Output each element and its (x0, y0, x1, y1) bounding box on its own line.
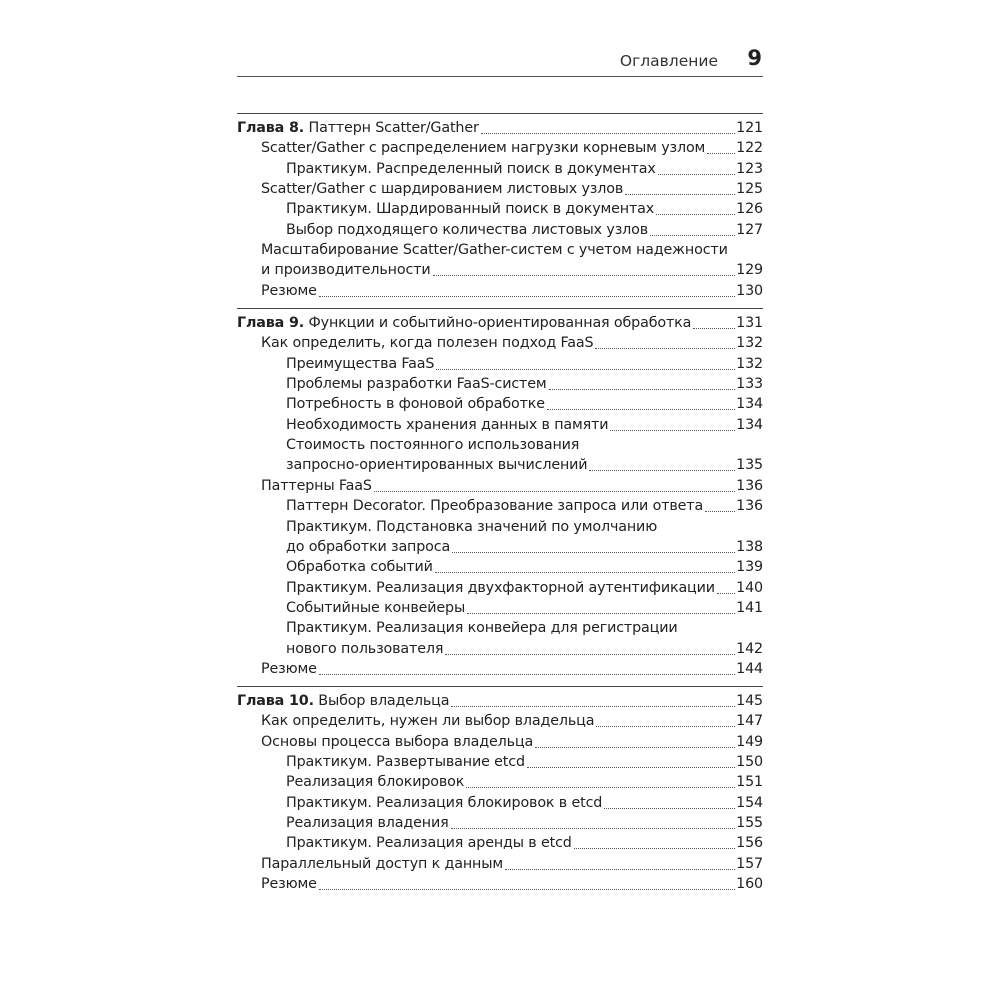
page-number: 155 (736, 815, 763, 832)
entry-title (237, 313, 691, 333)
page-number: 142 (736, 640, 763, 657)
page-number: 149 (736, 733, 763, 750)
toc-subsection-entry (286, 394, 763, 414)
toc-section-entry (261, 179, 763, 199)
entry-title: Преимущества FaaS (286, 355, 435, 372)
chapter-label: Глава 9. (237, 315, 305, 331)
page-number: 136 (736, 477, 763, 494)
toc-subsection-entry (286, 578, 763, 598)
page-number: 138 (736, 538, 763, 555)
page-number: 140 (736, 579, 763, 596)
toc-subsection-entry (286, 557, 763, 577)
page-number: 135 (736, 457, 763, 474)
dot-leader (535, 747, 735, 748)
entry-title: Практикум. Развертывание etcd (286, 754, 525, 771)
dot-leader (658, 174, 735, 175)
chapter-heading (237, 313, 763, 333)
toc-section-entry (261, 711, 763, 731)
entry-title: Реализация блокировок (286, 774, 465, 791)
page-number: 141 (736, 599, 763, 616)
toc-subsection-entry (286, 793, 763, 813)
toc-subsection-entry (286, 833, 763, 853)
page-number: 150 (736, 754, 763, 771)
entry-title: Обработка событий (286, 559, 433, 576)
toc-subsection-entry (286, 374, 763, 394)
toc-subsection-entry (286, 752, 763, 772)
entry-title: Параллельный доступ к данным (261, 855, 504, 872)
chapter-separator (237, 686, 763, 687)
page-number: 156 (736, 835, 763, 852)
page-number: 134 (736, 396, 763, 413)
page-number: 123 (736, 160, 763, 177)
dot-leader (547, 409, 735, 410)
dot-leader (505, 869, 735, 870)
chapter-title: Выбор владельца (313, 693, 450, 709)
entry-title: Основы процесса выбора владельца (261, 733, 534, 750)
page-number: 121 (736, 120, 763, 136)
dot-leader (596, 726, 735, 727)
dot-leader (589, 470, 735, 471)
dot-leader (705, 511, 735, 512)
dot-leader (707, 153, 735, 154)
entry-title: Как определить, нужен ли выбор владельца (261, 713, 595, 730)
toc-subsection-entry (286, 772, 763, 792)
dot-leader (527, 767, 735, 768)
page-number: 134 (736, 416, 763, 433)
dot-leader (625, 194, 735, 195)
toc-section-entry (261, 281, 763, 301)
page-number: 132 (736, 335, 763, 352)
dot-leader (433, 275, 736, 276)
dot-leader (693, 328, 735, 329)
page-number: 125 (736, 181, 763, 198)
page-number: 160 (736, 876, 763, 893)
entry-title: Scatter/Gather с распределением нагрузки корневым узлом (261, 140, 706, 157)
entry-title: Паттерны FaaS (261, 477, 372, 494)
chapter-heading (237, 118, 763, 138)
toc-subsection-entry (286, 159, 763, 179)
page-number: 122 (736, 140, 763, 157)
toc-section-entry (261, 138, 763, 158)
toc-section-entry (261, 476, 763, 496)
chapter-separator (237, 308, 763, 309)
dot-leader (650, 235, 735, 236)
entry-title: Событийные конвейеры (286, 599, 466, 616)
dot-leader (445, 654, 735, 655)
toc-subsection-entry (286, 199, 763, 219)
dot-leader (436, 369, 735, 370)
dot-leader (319, 674, 735, 675)
entry-title-line: Практикум. Реализация конвейера для регистрации (286, 620, 678, 637)
toc-subsection-entry (286, 354, 763, 374)
dot-leader (435, 572, 735, 573)
entry-title: Резюме (261, 660, 317, 677)
entry-title: Резюме (261, 876, 317, 893)
page-number: 129 (736, 262, 763, 279)
toc-subsection-entry (286, 455, 763, 475)
entry-title-line: Практикум. Подстановка значений по умолчанию (286, 518, 658, 535)
dot-leader (452, 552, 735, 553)
dot-leader (595, 348, 735, 349)
entry-title-line: Стоимость постоянного использования (286, 437, 580, 454)
page-number: 154 (736, 794, 763, 811)
dot-leader (574, 848, 735, 849)
entry-title: Потребность в фоновой обработке (286, 396, 545, 413)
toc-subsection-entry (286, 537, 763, 557)
entry-title: Практикум. Распределенный поиск в документах (286, 160, 656, 177)
dot-leader (451, 706, 735, 707)
dot-leader (604, 808, 735, 809)
toc-subsection-entry (286, 415, 763, 435)
page-number: 144 (736, 660, 763, 677)
entry-title: Scatter/Gather с шардированием листовых узлов (261, 181, 624, 198)
dot-leader (451, 828, 736, 829)
entry-title: Практикум. Реализация двухфакторной аутентификации (286, 579, 715, 596)
dot-leader (374, 491, 735, 492)
toc-subsection-entry (286, 813, 763, 833)
toc-section-entry (261, 260, 763, 280)
toc-section-entry (261, 333, 763, 353)
page-number: 133 (736, 376, 763, 393)
page-number: 131 (736, 315, 763, 331)
page-number: 126 (736, 201, 763, 218)
chapter-title: Функции и событийно-ориентированная обработка (304, 315, 692, 331)
page-number: 145 (736, 693, 763, 709)
chapter-label: Глава 8. (237, 120, 305, 136)
page-number: 136 (736, 498, 763, 515)
entry-title: Резюме (261, 282, 317, 299)
entry-title: и производительности (261, 262, 431, 279)
chapter-heading (237, 691, 763, 711)
entry-title (237, 118, 479, 138)
toc-subsection-entry (286, 639, 763, 659)
toc-section-entry (261, 659, 763, 679)
toc-subsection-entry (286, 496, 763, 516)
dot-leader (481, 133, 735, 134)
entry-title: Практикум. Реализация аренды в etcd (286, 835, 572, 852)
entry-title-line: Масштабирование Scatter/Gather-систем с учетом надежности (261, 242, 728, 259)
page-number: 132 (736, 355, 763, 372)
dot-leader (319, 889, 735, 890)
toc-section-entry (261, 732, 763, 752)
dot-leader (717, 593, 735, 594)
header-title: Оглавление (619, 52, 718, 70)
dot-leader (466, 787, 735, 788)
entry-title: Практикум. Шардированный поиск в документах (286, 201, 655, 218)
entry-title: до обработки запроса (286, 538, 451, 555)
header-page-number: 9 (747, 46, 762, 70)
entry-title: Необходимость хранения данных в памяти (286, 416, 609, 433)
page-number: 130 (736, 282, 763, 299)
page-number: 151 (736, 774, 763, 791)
entry-title: Паттерн Decorator. Преобразование запроса или ответа (286, 498, 704, 515)
chapter-separator (237, 113, 763, 114)
toc-subsection-entry (286, 220, 763, 240)
toc-section-entry (261, 854, 763, 874)
entry-title: нового пользователя (286, 640, 444, 657)
dot-leader (467, 613, 735, 614)
entry-title: запросно-ориентированных вычислений (286, 457, 588, 474)
entry-title: Практикум. Реализация блокировок в etcd (286, 794, 603, 811)
page-number: 139 (736, 559, 763, 576)
page-number: 157 (736, 855, 763, 872)
page-number: 127 (736, 221, 763, 238)
dot-leader (610, 430, 735, 431)
toc-subsection-entry (286, 598, 763, 618)
page-number: 147 (736, 713, 763, 730)
dot-leader (656, 214, 735, 215)
entry-title: Выбор подходящего количества листовых узлов (286, 221, 649, 238)
dot-leader (549, 389, 736, 390)
entry-title: Как определить, когда полезен подход FaaS (261, 335, 594, 352)
entry-title (237, 691, 449, 711)
entry-title: Проблемы разработки FaaS-систем (286, 376, 547, 393)
entry-title: Реализация владения (286, 815, 449, 832)
toc-section-entry (261, 874, 763, 894)
dot-leader (319, 296, 735, 297)
chapter-title: Паттерн Scatter/Gather (304, 120, 479, 136)
chapter-label: Глава 10. (237, 693, 314, 709)
